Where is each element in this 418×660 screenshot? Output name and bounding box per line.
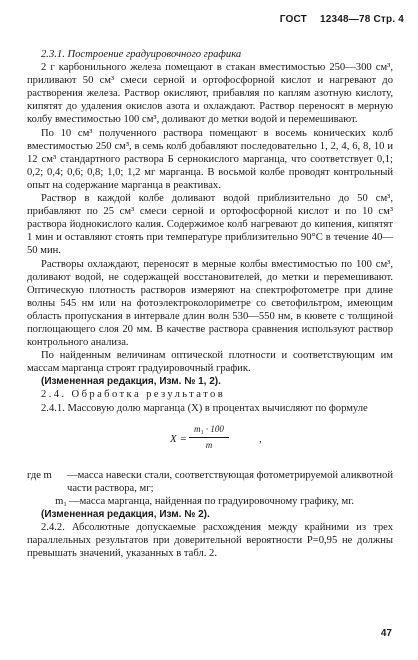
formula-denominator: m (205, 439, 213, 450)
standard-number: 12348—78 (319, 14, 371, 25)
standard-label: ГОСТ (279, 14, 307, 25)
section-heading-2-3-1: 2.3.1. Построение градуировочного графика (41, 49, 242, 60)
manganese-formula (27, 419, 393, 463)
page-header (280, 14, 404, 25)
formula-comma: , (259, 433, 262, 445)
definition-symbol: где m (27, 469, 52, 481)
paragraph-flasks: По 10 см³ полученного раствора помещают в восемь конических колб вместимостью 250 см³, в семь колб добавляют последовательно 1, 2, 4, 6, 8, 10 и 12 см³ стандартного раствора Б сернокислого марганца, что соответствует 0,1; 0,2; 0,4; 0,6; 0,8; 1,0; 1,2 мг марганца. В восьмой колбе проводят контрольный опыт на содержание марганца в реактивах. (27, 127, 393, 191)
definition-m1 (27, 495, 393, 508)
definition-symbol: m₁ (55, 495, 67, 507)
formula-definitions (27, 469, 393, 508)
formula-lhs: X = (170, 432, 187, 445)
page-number: 47 (380, 628, 392, 639)
paragraph-formula-intro: 2.4.1. Массовую долю марганца (X) в процентах вычисляют по формуле (41, 402, 368, 414)
definition-m (27, 469, 393, 495)
section-heading-2-4: 2.4. Обработка результатов (41, 389, 226, 401)
paragraph-dissolution: 2 г карбонильного железа помещают в стакан вместимостью 250—300 см³, приливают 50 см³ смеси серной и ортофосфорной кислот и нагревают до растворения железа. Раствор окисляют, прибавляя по каплям азотную кислоту, кипятят до удаления окислов азота и охлаждают. Раствор переносят в мерную колбу вместимостью 100 см³, доливают до метки водой и перемешивают. (27, 62, 393, 126)
paragraph-measurement: Растворы охлаждают, переносят в мерные колбы вместимостью по 100 см³, доливают водой, не содержащей восстановителей, до метки и перемешивают. Оптическую плотность растворов измеряют на спектрофотометре при длине волны 545 нм или на фотоэлектроколориметре со светофильтром, имеющим область пропускания в интервале длин волн 530—550 нм, в кювете с толщиной поглощающего слоя 20 мм. В качестве раствора сравнения используют раствор контрольного анализа. (27, 258, 393, 349)
definition-text: —масса навески стали, соответствующая фотометрируемой аликвотной части раствора, мг; (67, 469, 393, 494)
body-text (27, 48, 393, 560)
amendment-note-1: (Измененная редакция, Изм. № 1, 2). (41, 376, 221, 388)
formula-fraction (189, 423, 229, 452)
header-page: Стр. 4 (373, 14, 404, 25)
paragraph-tolerance: 2.4.2. Абсолютные допускаемые расхождения между крайними из трех параллельных результатов при доверительной вероятности P=0,95 не должны превышать значений, указанных в табл. 2. (27, 522, 393, 560)
definition-text: —масса марганца, найденная по градуировочному графику, мг. (69, 495, 355, 507)
paragraph-heating: Раствор в каждой колбе доливают водой приблизительно до 50 см³, прибавляют по 25 см³ смеси серной и ортофосфорной кислот и по 10 см³ раствора йоднокислого калия. Содержимое колб нагревают до кипения, кипятят 1 мин и оставляют стоять при температуре приблизительно 90°С в течение 40—50 мин. (27, 193, 393, 257)
paragraph-graph: По найденным величинам оптической плотности и соответствующим им массам марганца строят градуировочный график. (27, 350, 393, 375)
formula-numerator: m₁ · 100 (189, 423, 229, 438)
amendment-note-2: (Измененная редакция, Изм. № 2). (41, 508, 210, 520)
